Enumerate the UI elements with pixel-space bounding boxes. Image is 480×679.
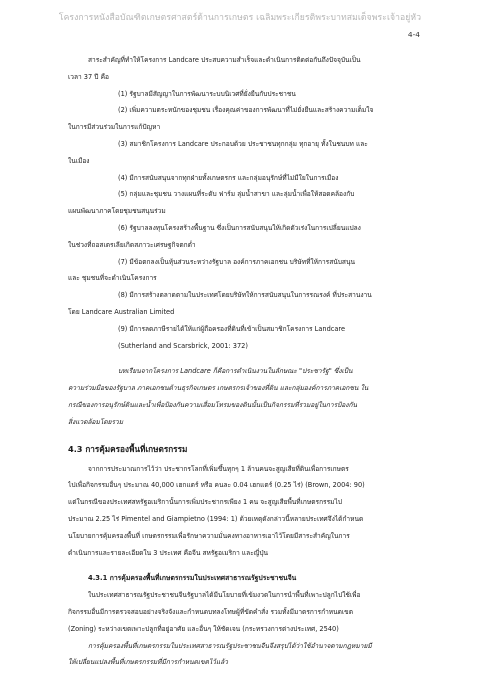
section-paragraph-line: จากการประมาณการไว้ว่า ประชากรโลกที่เพิ่มขึ้นทุกๆ 1 ล้านคนจะสูญเสียที่ดินเพื่อการเกษตร — [88, 464, 349, 473]
subsection-conclusion-line: การคุ้มครองพื้นที่เกษตรกรรมในประเทศสาธารณรัฐประชาชนจีนจึงสรุปได้ว่าใช้อำนาจตามกฎหมายมี — [88, 641, 372, 650]
summary-line: บทเรียนจากโครงการ Landcare ก็คือการดำเนินงานในลักษณะ "ประชารัฐ" ซึ่งเป็น — [118, 367, 353, 376]
list-item: (3) สมาชิกโครงการ Landcare ประกอบด้วย ประชาชนทุกกลุ่ม ทุกอายุ ทั้งในชนบท และ — [118, 139, 368, 148]
list-item: (6) รัฐบาลลงทุนโครงสร้างพื้นฐาน ซึ่งเป็นการสนับสนุนให้เกิดตัวเร่งในการเปลี่ยนแปลง — [118, 223, 361, 232]
subsection-paragraph-line: ในประเทศสาธารณรัฐประชาชนจีนรัฐบาลได้มีนโยบายที่เข้มงวดในการนำพื้นที่เพาะปลูกไปใช้เพื่อ — [88, 591, 361, 600]
section-paragraph-line: ไปเพื่อกิจกรรมอื่นๆ ประมาณ 40,000 เฮกแตร์ หรือ คนละ 0.04 เฮกแตร์ (0.25 ไร่) (Brown, 2004: 90) — [68, 481, 365, 490]
section-paragraph-line: นโยบายการคุ้มครองพื้นที่ เกษตรกรรมเพื่อรักษาความมั่นคงทางอาหารเอาไว้โดยมีสาระสำคัญในการ — [68, 531, 350, 540]
page-number: 4-4 — [407, 30, 420, 39]
list-item: (7) มีข้อตกลงเป็นหุ้นส่วนระหว่างรัฐบาล องค์การภาคเอกชน บริษัทที่ให้การสนับสนุน — [118, 257, 355, 266]
list-item-continuation: ในเมือง — [68, 156, 90, 165]
intro-line: สาระสำคัญที่ทำให้โครงการ Landcare ประสบความสำเร็จและดำเนินการติดต่อกันถึงปัจจุบันเป็น — [88, 56, 361, 64]
subsection-paragraph-line: กิจกรรมอื่นมีการตรวจสอบอย่างจริงจังและกำหนดบทลงโทษผู้ที่ขัดคำสั่ง รวมทั้งมีมาตรการกำหนดเขต — [68, 607, 353, 616]
list-item: (8) มีการสร้างตลาดตามในประเทศโดยบริษัทให้การสนับสนุนในการรณรงค์ ที่ประสานงาน — [118, 291, 372, 300]
list-item-continuation: แผนพัฒนาภาคโดยชุมชนสนุนร่วม — [68, 207, 166, 216]
section-paragraph-line: แต่ในกรณีของประเทศสหรัฐอเมริกานั้นการเพิ่มประชากรเพียง 1 คน จะสูญเสียพื้นที่เกษตรกรรมไป — [68, 498, 342, 507]
subsection-conclusion-line: ให้เปลี่ยนแปลงพื้นที่เกษตรกรรมที่มีการกำหนดเขตไว้แล้ว — [68, 658, 228, 667]
section-heading: 4.3 การคุ้มครองพื้นที่เกษตรกรรม — [68, 443, 188, 454]
subsection-heading: 4.3.1 การคุ้มครองพื้นที่เกษตรกรรมในประเทศสาธารณรัฐประชาชนจีน — [88, 574, 297, 583]
section-paragraph-line: ดำเนินการและรายละเอียดใน 3 ประเทศ คือจีน สหรัฐอเมริกา และญี่ปุ่น — [68, 548, 269, 557]
list-item-continuation: ในช่วงที่ถอสเตรเลียเกิดสภาวะเศรษฐกิจตกต่ำ — [68, 240, 196, 249]
intro-line: เวลา 37 ปี คือ — [68, 72, 109, 81]
page-body — [68, 52, 424, 671]
list-item: (1) รัฐบาลมีสัญญาในการพัฒนาระบบนิเวศที่ยั่งยืนกับประชาชน — [118, 89, 296, 98]
list-item-continuation: โดย Landcare Australian Limited — [68, 307, 175, 316]
subsection-paragraph-line: (Zoning) ระหว่างเขตเพาะปลูกที่อยู่อาศัย และอื่นๆ ให้ชัดเจน (กระทรวงการต่างประเทศ, 2540) — [68, 624, 339, 633]
list-item-continuation: ในการมีส่วนร่วมในการแก้ปัญหา — [68, 123, 161, 132]
section-paragraph-line: ประมาณ 2.25 ไร่ Pimentel and Giampietno (1994: 1) ด้วยเหตุดังกล่าวนี้หลายประเทศจึงได้กำหนด — [68, 514, 364, 523]
citation: (Sutherland and Scarsbrick, 2001: 372) — [118, 341, 248, 350]
list-item: (4) มีการสนับสนุนจากทุกฝ่ายทั้งเกษตรกร และกลุ่มอนุรักษ์ที่ไม่มีใยในการเมือง — [118, 173, 339, 182]
summary-line: กรณีของการอนุรักษ์ดินและน้ำเพื่อป้องกันความเสื่อมโทรมของดินนั้นเป็นกิจกรรมที่รวมอยู่ในการป้องกัน — [68, 400, 358, 409]
running-header: โครงการหนังสือบัณฑิตเกษตรศาสตร์ด้านการเกษตร เฉลิมพระเกียรติพระบาทสมเด็จพระเจ้าอยู่หัว — [58, 13, 422, 23]
summary-line: ความร่วมมือของรัฐบาล ภาคเอกชนด้านธุรกิจเกษตร เกษตรกรเจ้าของที่ดิน และกลุ่มองค์การภาคเอกชน ใน — [68, 384, 369, 393]
list-item: (9) มีการลดภาษีรายได้ให้แก่ผู้ถือครองที่ดินที่เข้าเป็นสมาชิกโครงการ Landcare — [118, 324, 346, 333]
list-item-continuation: และ ชุมชนที่จะดำเนินโครงการ — [68, 274, 157, 283]
list-item: (5) กลุ่มและชุมชน วางแผนที่ระดับ ฟาร์ม ลุ่มน้ำสาขา และลุ่มน้ำเพื่อให้สอดคล้องกับ — [118, 190, 355, 199]
summary-line: สิ่งแวดล้อมโดยรวม — [68, 417, 124, 426]
list-item: (2) เพิ่มความตระหนักของชุมชน เรื่องคุณค่าของการพัฒนาที่ไม่ยั่งยืนและสร้างความเต็มใจ — [118, 106, 374, 115]
